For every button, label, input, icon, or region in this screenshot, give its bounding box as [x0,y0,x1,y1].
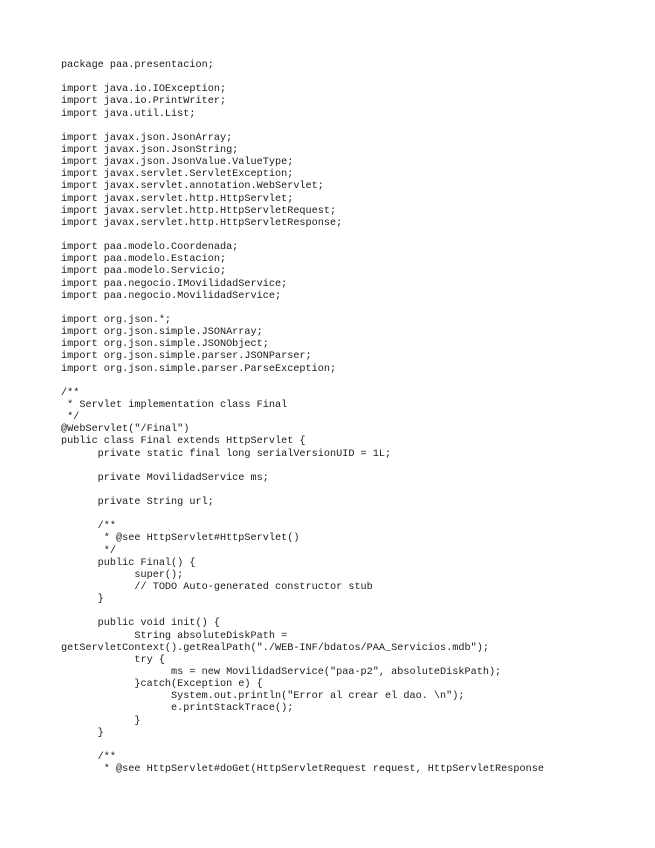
code-line: }catch(Exception e) { [61,679,263,691]
code-line: import javax.json.JsonString; [61,144,239,156]
code-line [61,740,544,752]
code-line: import org.json.*; [61,314,172,326]
code-line: */ [61,545,117,557]
code-line: import java.io.PrintWriter; [61,96,227,108]
code-line: String absoluteDiskPath = [61,630,288,642]
code-line: import java.io.IOException; [61,84,227,96]
code-line: * Servlet implementation class Final [61,399,288,411]
code-line [61,485,544,497]
code-line: public class Final extends HttpServlet { [61,436,306,448]
code-line: import org.json.simple.parser.JSONParser; [61,351,312,363]
code-line: /** [61,521,117,533]
code-line: /** [61,752,117,764]
code-line [61,376,544,388]
code-line [61,121,544,133]
code-line [61,606,544,618]
code-line: import paa.modelo.Servicio; [61,266,227,278]
code-line: try { [61,654,165,666]
code-line: } [61,594,104,606]
code-line: // TODO Auto-generated constructor stub [61,582,373,594]
code-line: import org.json.simple.JSONArray; [61,327,263,339]
code-line: * @see HttpServlet#HttpServlet() [61,533,300,545]
code-line: private MovilidadService ms; [61,472,269,484]
code-line: import paa.negocio.MovilidadService; [61,290,282,302]
code-line [61,461,544,473]
code-line: import paa.negocio.IMovilidadService; [61,278,288,290]
code-line: } [61,715,141,727]
code-line: import javax.json.JsonArray; [61,132,233,144]
code-line: e.printStackTrace(); [61,703,294,715]
code-line: private static final long serialVersionUID = 1L; [61,448,392,460]
code-line: System.out.println("Error al crear el dao. \n"); [61,691,465,703]
code-line: import javax.servlet.annotation.WebServlet; [61,181,324,193]
code-line: public void init() { [61,618,220,630]
code-line [61,509,544,521]
code-line: import javax.servlet.ServletException; [61,169,294,181]
code-line: import org.json.simple.JSONObject; [61,339,269,351]
code-line: import javax.servlet.http.HttpServlet; [61,193,294,205]
code-line: @WebServlet("/Final") [61,424,190,436]
code-line: import javax.servlet.http.HttpServletResponse; [61,217,343,229]
code-line: import paa.modelo.Coordenada; [61,242,239,254]
code-line: } [61,727,104,739]
code-line: /** [61,387,80,399]
code-line: import javax.servlet.http.HttpServletRequest; [61,205,337,217]
code-line: * @see HttpServlet#doGet(HttpServletRequest request, HttpServletResponse [61,764,544,776]
source-code-block [61,60,544,776]
code-line: ms = new MovilidadService("paa-p2", absoluteDiskPath); [61,667,502,679]
code-line: getServletContext().getRealPath("./WEB-INF/bdatos/PAA_Servicios.mdb"); [61,642,489,654]
code-line: import java.util.List; [61,108,196,120]
code-line: super(); [61,569,184,581]
code-line: import paa.modelo.Estacion; [61,254,227,266]
code-line [61,72,544,84]
code-line: */ [61,412,80,424]
code-line: package paa.presentacion; [61,60,214,71]
code-line [61,303,544,315]
code-line: private String url; [61,497,214,509]
code-line: import org.json.simple.parser.ParseException; [61,363,337,375]
code-line [61,230,544,242]
code-line: import javax.json.JsonValue.ValueType; [61,157,294,169]
code-line: public Final() { [61,557,196,569]
